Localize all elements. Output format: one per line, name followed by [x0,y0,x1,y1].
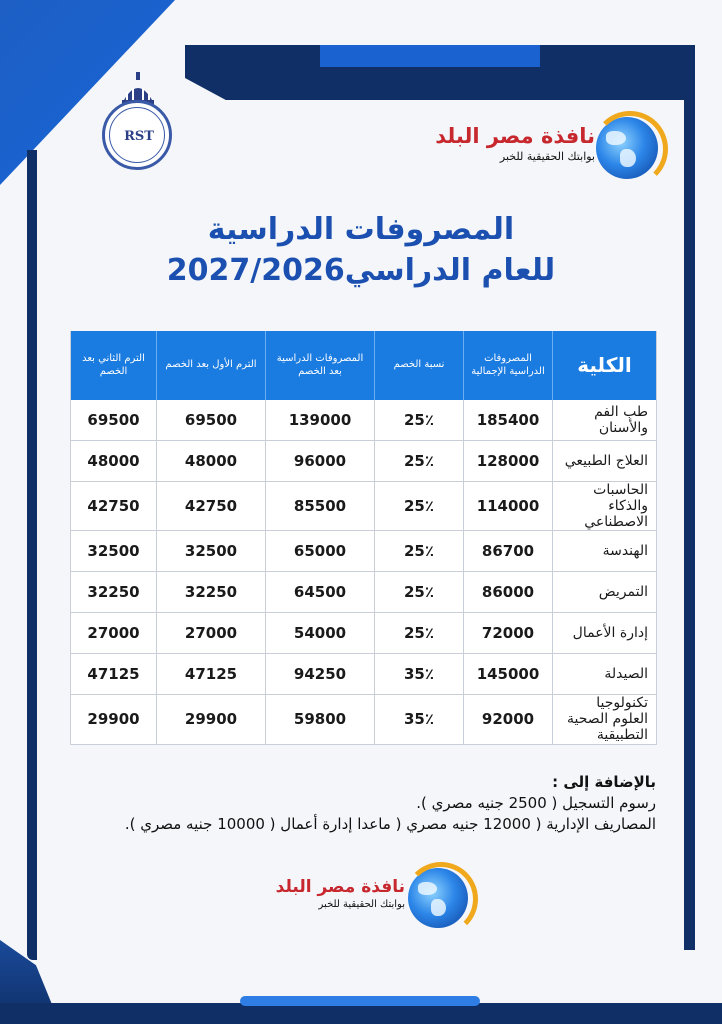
cell-college: الهندسة [553,531,657,572]
brand-footer [255,877,405,910]
cell-discount: 25٪ [375,572,464,613]
cell-term1: 32250 [157,572,266,613]
cell-term1: 48000 [157,441,266,482]
cell-after-discount: 96000 [266,441,375,482]
header-second-term: الترم الثاني بعد الخصم [71,331,157,400]
bottom-accent-bar [240,996,480,1006]
table-row [71,695,657,744]
additional-fees-notes [36,772,656,835]
notes-heading: بالإضافة إلى : [552,773,656,791]
cell-term1: 42750 [157,482,266,531]
notes-registration-fee: رسوم التسجيل ( 2500 جنيه مصري ). [416,794,656,812]
cell-term1: 29900 [157,695,266,744]
bottom-band [0,1003,722,1024]
cell-total: 145000 [464,654,553,695]
fees-table [70,331,657,745]
cell-term1: 47125 [157,654,266,695]
brand-name-footer: نافذة مصر البلد [275,877,405,897]
cell-term2: 27000 [71,613,157,654]
page-subtitle: للعام الدراسي2027/2026 [166,253,556,288]
cell-college: الصيدلة [553,654,657,695]
cell-discount: 35٪ [375,654,464,695]
cell-term1: 32500 [157,531,266,572]
cell-after-discount: 139000 [266,400,375,441]
cell-after-discount: 94250 [266,654,375,695]
cell-college: التمريض [553,572,657,613]
cell-discount: 25٪ [375,441,464,482]
brand-header [395,124,595,163]
notes-admin-fee: المصاريف الإدارية ( 12000 جنيه مصري ( ماعدا إدارة أعمال ( 10000 جنيه مصري ). [124,815,656,833]
cell-total: 92000 [464,695,553,744]
header-first-term: الترم الأول بعد الخصم [157,331,266,400]
cell-discount: 35٪ [375,695,464,744]
globe-logo-icon [596,117,658,179]
table-header-row [71,331,657,400]
cell-after-discount: 64500 [266,572,375,613]
cell-after-discount: 65000 [266,531,375,572]
cell-college: الحاسبات والذكاء الاصطناعي [553,482,657,531]
table-row [71,572,657,613]
brand-tagline: بوابتك الحقيقية للخبر [499,150,595,163]
cell-total: 128000 [464,441,553,482]
cell-college: إدارة الأعمال [553,613,657,654]
cell-after-discount: 59800 [266,695,375,744]
cell-college: العلاج الطبيعي [553,441,657,482]
header-fees-after-discount: المصروفات الدراسية بعد الخصم [266,331,375,400]
brand-tagline-footer: بوابتك الحقيقية للخبر [318,899,405,910]
cell-after-discount: 85500 [266,482,375,531]
cell-term2: 69500 [71,400,157,441]
cell-total: 185400 [464,400,553,441]
brand-name: نافذة مصر البلد [435,124,595,148]
cell-term2: 32250 [71,572,157,613]
cell-total: 114000 [464,482,553,531]
cell-term2: 42750 [71,482,157,531]
cell-college: طب الفم والأسنان [553,400,657,441]
cell-total: 86700 [464,531,553,572]
cell-term1: 27000 [157,613,266,654]
table-row [71,654,657,695]
cell-college: تكنولوجيا العلوم الصحية التطبيقية [553,695,657,744]
table-row [71,400,657,441]
cell-total: 86000 [464,572,553,613]
cell-term2: 47125 [71,654,157,695]
cell-term2: 29900 [71,695,157,744]
globe-logo-icon-footer [408,868,468,928]
top-banner-accent [320,45,540,67]
cell-discount: 25٪ [375,613,464,654]
cell-total: 72000 [464,613,553,654]
header-discount-rate: نسبة الخصم [375,331,464,400]
cell-discount: 25٪ [375,531,464,572]
header-total-fees: المصروفات الدراسية الإجمالية [464,331,553,400]
cell-term2: 32500 [71,531,157,572]
page-title: المصروفات الدراسية [207,212,515,247]
cell-discount: 25٪ [375,482,464,531]
rst-logo-text: RST [124,129,154,144]
right-rail [684,45,695,950]
cell-term2: 48000 [71,441,157,482]
table-row [71,613,657,654]
table-row [71,482,657,531]
rst-university-logo [100,72,178,174]
cell-term1: 69500 [157,400,266,441]
cell-discount: 25٪ [375,400,464,441]
header-college: الكلية [553,331,657,400]
table-row [71,441,657,482]
table-row [71,531,657,572]
cell-after-discount: 54000 [266,613,375,654]
